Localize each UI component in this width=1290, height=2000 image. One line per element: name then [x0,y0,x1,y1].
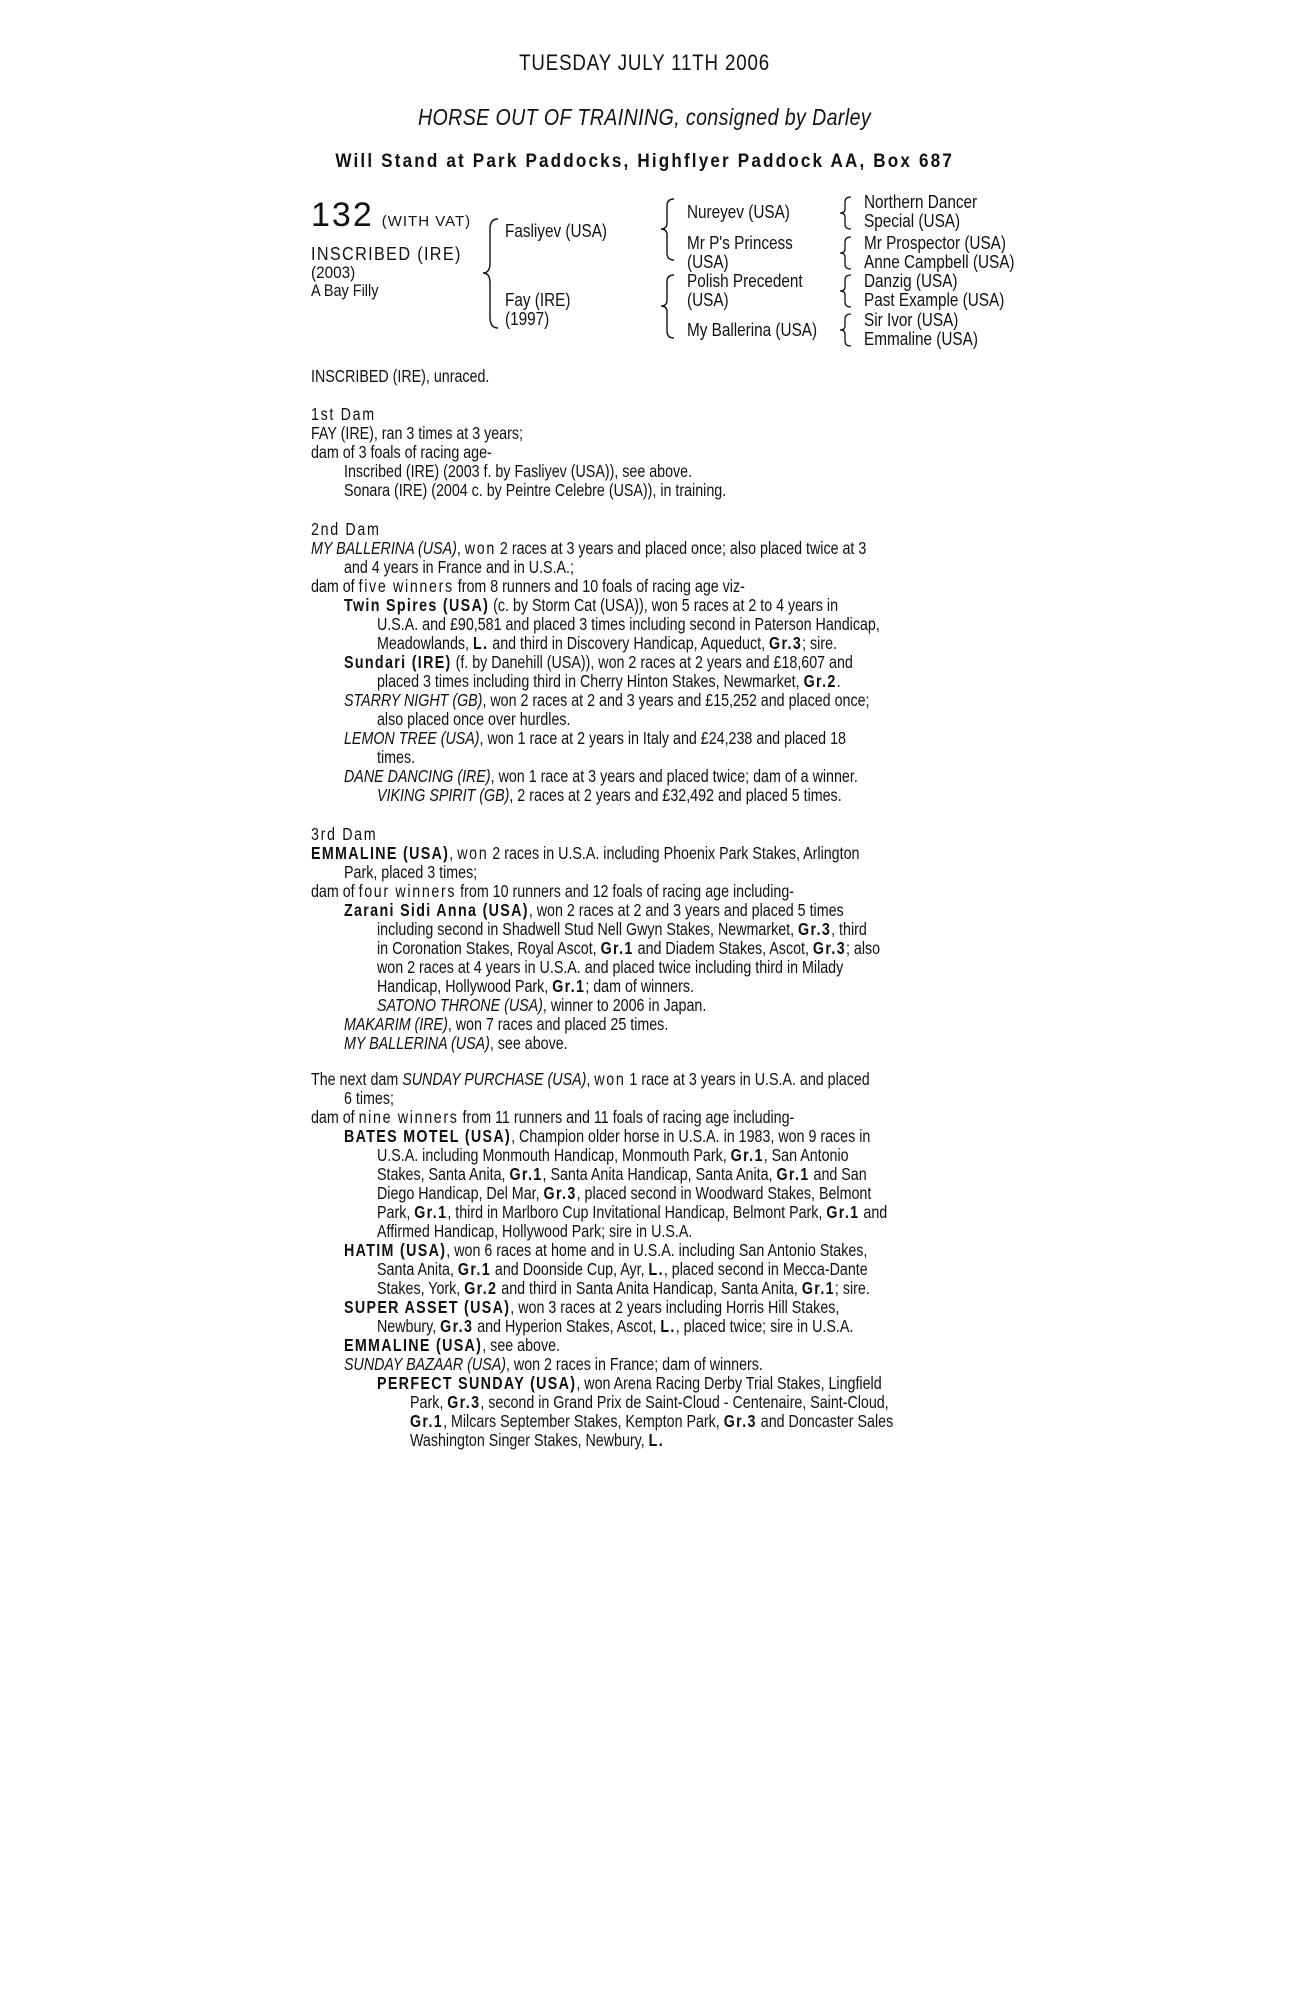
consignment-line: HORSE OUT OF TRAINING, consigned by Darley [418,104,872,130]
text-line: Washington Singer Stakes, Newbury, L. [410,1430,665,1450]
text-line: LEMON TREE (USA), won 1 race at 2 years in Italy and £24,238 and placed 18 [344,728,846,748]
text-line: 6 times; [344,1088,394,1108]
text-line: Zarani Sidi Anna (USA), won 2 races at 2 and 3 years and placed 5 times [344,900,844,920]
third-dam-heading: 3rd Dam [311,824,378,844]
pedigree-dsd: Past Example (USA) [864,290,1005,310]
pedigree-dam-sire: Polish Precedent [687,271,803,291]
text-line: MAKARIM (IRE), won 7 races and placed 25 times. [344,1014,669,1034]
first-dam-heading: 1st Dam [311,404,376,424]
pedigree-brace-6 [839,273,853,309]
pedigree-brace-1 [482,217,500,330]
text-line: Affirmed Handicap, Hollywood Park; sire in U.S.A. [377,1221,693,1241]
text-line: SATONO THRONE (USA), winner to 2006 in Japan. [377,995,707,1015]
sale-date: TUESDAY JULY 11TH 2006 [519,50,771,75]
pedigree-sire-dam-country: (USA) [687,252,729,272]
text-line: Inscribed (IRE) (2003 f. by Fasliyev (USA)), see above. [344,461,693,481]
horse-name: INSCRIBED (IRE) [311,244,462,264]
text-line: U.S.A. and £90,581 and placed 3 times including second in Paterson Handicap, [377,614,880,634]
text-line: Diego Handicap, Del Mar, Gr.3, placed second in Woodward Stakes, Belmont [377,1183,872,1203]
pedigree-brace-7 [839,312,853,348]
text-line: SUNDAY BAZAAR (USA), won 2 races in France; dam of winners. [344,1354,763,1374]
text-line: Santa Anita, Gr.1 and Doonside Cup, Ayr, L., placed second in Mecca-Dante [377,1259,868,1279]
text-line: The next dam SUNDAY PURCHASE (USA), won 1 race at 3 years in U.S.A. and placed [311,1069,870,1089]
text-line: Park, Gr.1, third in Marlboro Cup Invitational Handicap, Belmont Park, Gr.1 and [377,1202,888,1222]
text-line: in Coronation Stakes, Royal Ascot, Gr.1 and Diadem Stakes, Ascot, Gr.3; also [377,938,881,958]
text-line: and 4 years in France and in U.S.A.; [344,557,574,577]
text-line: Sundari (IRE) (f. by Danehill (USA)), won 2 races at 2 years and £18,607 and [344,652,853,672]
second-dam-heading: 2nd Dam [311,519,381,539]
text-line: Stakes, York, Gr.2 and third in Santa Anita Handicap, Santa Anita, Gr.1; sire. [377,1278,870,1298]
text-line: also placed once over hurdles. [377,709,571,729]
pedigree-dss: Danzig (USA) [864,271,958,291]
stand-location: Will Stand at Park Paddocks, Highflyer Paddock AA, Box 687 [335,151,955,172]
text-line: times. [377,747,416,767]
pedigree-brace-2 [660,197,676,262]
text-line: MY BALLERINA (USA), see above. [344,1033,568,1053]
first-dam-section [311,405,991,500]
text-line: Park, Gr.3, second in Grand Prix de Saint-Cloud - Centenaire, Saint-Cloud, [410,1392,889,1412]
text-line: Meadowlands, L. and third in Discovery Handicap, Aqueduct, Gr.3; sire. [377,633,837,653]
text-line: dam of nine winners from 11 runners and 11 foals of racing age including- [311,1107,795,1127]
text-line: HATIM (USA), won 6 races at home and in U.S.A. including San Antonio Stakes, [344,1240,868,1260]
text-line: dam of 3 foals of racing age- [311,442,492,462]
vat-label: (WITH VAT) [381,213,472,230]
text-line: Park, placed 3 times; [344,862,478,882]
text-line: won 2 races at 4 years in U.S.A. and placed twice including third in Milady [377,957,844,977]
second-dam-section [311,520,991,805]
text-line: Handicap, Hollywood Park, Gr.1; dam of winners. [377,976,694,996]
lot-number: 132 (WITH VAT) [311,196,472,234]
next-dam-section [311,1070,991,1450]
text-line: VIKING SPIRIT (GB), 2 races at 2 years and £32,492 and placed 5 times. [377,785,842,805]
pedigree-ssd: Special (USA) [864,211,961,231]
text-line: including second in Shadwell Stud Nell Gwyn Stakes, Newmarket, Gr.3, third [377,919,867,939]
unraced-line: INSCRIBED (IRE), unraced. [311,366,490,386]
pedigree-dam-year: (1997) [505,309,550,329]
text-line: PERFECT SUNDAY (USA), won Arena Racing Derby Trial Stakes, Lingfield [377,1373,882,1393]
pedigree-brace-3 [660,273,676,340]
text-line: Gr.1, Milcars September Stakes, Kempton Park, Gr.3 and Doncaster Sales [410,1411,894,1431]
pedigree-brace-4 [839,195,853,231]
foaling-year: (2003) [311,263,356,282]
text-line: DANE DANCING (IRE), won 1 race at 3 years and placed twice; dam of a winner. [344,766,858,786]
pedigree-ddd: Emmaline (USA) [864,329,978,349]
text-line: dam of five winners from 8 runners and 10 foals of racing age viz- [311,576,745,596]
pedigree-sire-sire: Nureyev (USA) [687,202,790,222]
text-line: MY BALLERINA (USA), won 2 races at 3 years and placed once; also placed twice at 3 [311,538,867,558]
pedigree-sire-dam: Mr P's Princess [687,233,793,253]
pedigree-brace-5 [839,235,853,271]
pedigree-dds: Sir Ivor (USA) [864,310,959,330]
pedigree-sds: Mr Prospector (USA) [864,233,1006,253]
text-line: Stakes, Santa Anita, Gr.1, Santa Anita Handicap, Santa Anita, Gr.1 and San [377,1164,867,1184]
text-line: EMMALINE (USA), see above. [344,1335,560,1355]
text-line: SUPER ASSET (USA), won 3 races at 2 years including Horris Hill Stakes, [344,1297,840,1317]
race-record [311,367,991,386]
pedigree-dam-dam: My Ballerina (USA) [687,320,818,340]
pedigree-dam-sire-country: (USA) [687,290,729,310]
text-line: EMMALINE (USA), won 2 races in U.S.A. including Phoenix Park Stakes, Arlington [311,843,860,863]
text-line: Newbury, Gr.3 and Hyperion Stakes, Ascot, L., placed twice; sire in U.S.A. [377,1316,854,1336]
pedigree-sdd: Anne Campbell (USA) [864,252,1015,272]
horse-description: A Bay Filly [311,281,379,300]
pedigree-sire: Fasliyev (USA) [505,221,608,241]
text-line: STARRY NIGHT (GB), won 2 races at 2 and 3 years and £15,252 and placed once; [344,690,870,710]
pedigree-sss: Northern Dancer [864,192,978,212]
text-line: FAY (IRE), ran 3 times at 3 years; [311,423,523,443]
pedigree-dam: Fay (IRE) [505,290,571,310]
text-line: dam of four winners from 10 runners and 12 foals of racing age including- [311,881,795,901]
text-line: BATES MOTEL (USA), Champion older horse in U.S.A. in 1983, won 9 races in [344,1126,871,1146]
third-dam-section [311,825,991,1053]
text-line: U.S.A. including Monmouth Handicap, Monmouth Park, Gr.1, San Antonio [377,1145,849,1165]
text-line: Sonara (IRE) (2004 c. by Peintre Celebre (USA)), in training. [344,480,727,500]
text-line: Twin Spires (USA) (c. by Storm Cat (USA)), won 5 races at 2 to 4 years in [344,595,839,615]
text-line: placed 3 times including third in Cherry Hinton Stakes, Newmarket, Gr.2. [377,671,841,691]
